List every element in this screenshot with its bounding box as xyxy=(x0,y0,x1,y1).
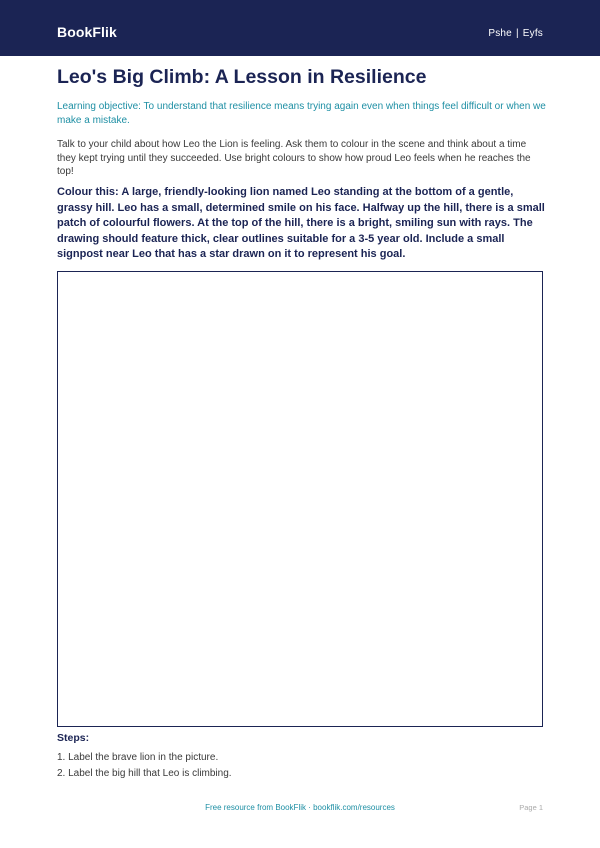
step-item: 2. Label the big hill that Leo is climbing. xyxy=(57,768,232,779)
steps-heading: Steps: xyxy=(57,732,90,744)
learning-objective: Learning objective: To understand that resilience means trying again even when things feel difficult or when we make a mistake. xyxy=(57,101,546,126)
steps-list xyxy=(57,750,547,782)
page-number: Page 1 xyxy=(519,803,543,812)
drawing-area-box xyxy=(57,271,543,727)
subject-separator: | xyxy=(515,28,519,39)
subject-tags xyxy=(488,27,543,41)
colour-this-instructions: Colour this: A large, friendly-looking lion named Leo standing at the bottom of a gentle, grassy hill. Leo has a small, determined smile on his face. Halfway up the hill, there is a small patch of colourful flowers. At the top of the hill, there is a bright, smiling sun with rays. The drawing should feature thick, clear outlines suitable for a 3-5 year old. Include a small signpost near Leo that has a star drawn on it to represent his goal. xyxy=(57,186,545,260)
intro-paragraph: Talk to your child about how Leo the Lion is feeling. Ask them to colour in the scene and think about a time they kept trying until they succeeded. Use bright colours to show how proud Leo feels when he reaches the top! xyxy=(57,139,531,177)
worksheet-title: Leo's Big Climb: A Lesson in Resilience xyxy=(57,66,427,88)
page-header xyxy=(0,0,600,56)
step-item: 1. Label the brave lion in the picture. xyxy=(57,752,219,763)
footer-resource-note: Free resource from BookFlik · bookflik.com/resources xyxy=(205,803,395,812)
brand-logo-text: BookFlik xyxy=(57,24,117,40)
subject-tag-pshe: Pshe xyxy=(488,28,512,39)
subject-tag-eyfs: Eyfs xyxy=(522,28,543,39)
